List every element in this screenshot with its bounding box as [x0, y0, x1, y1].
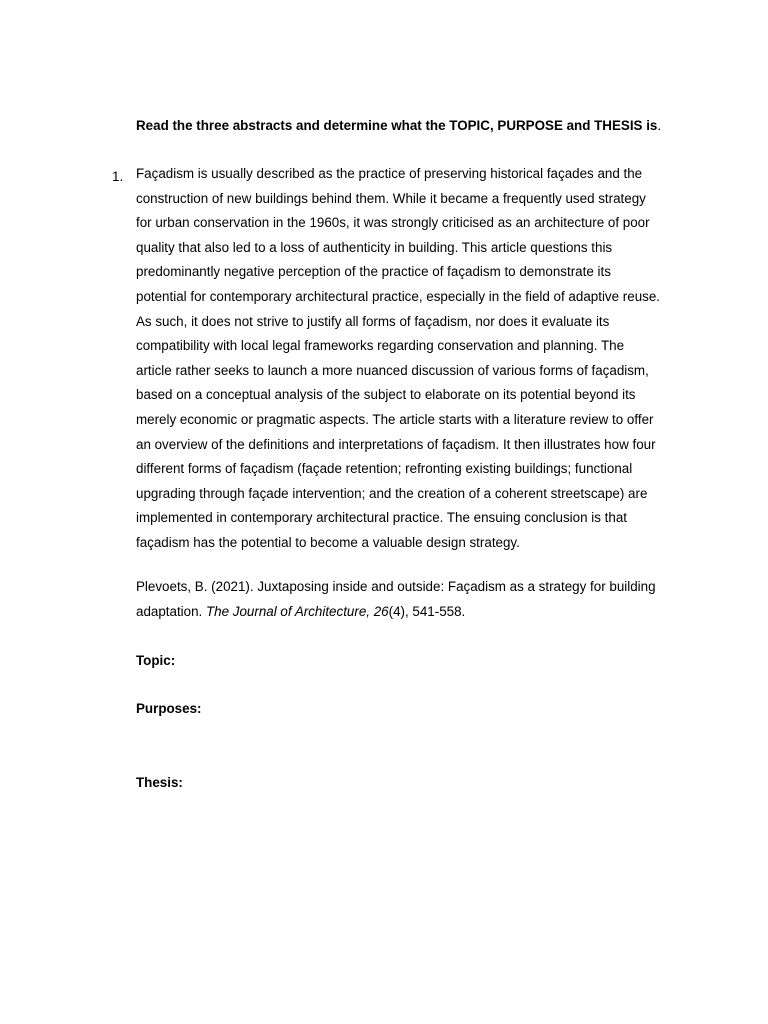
- abstract-line: quality that also led to a loss of authenticity in building. This article questions this: [136, 239, 613, 255]
- abstract-line: upgrading through façade intervention; and the creation of a coherent streetscape) are: [136, 485, 648, 501]
- citation-issue: (4), 541-558.: [388, 603, 466, 619]
- abstract-line: potential for contemporary architectural practice, especially in the field of adaptive reuse.: [136, 288, 661, 304]
- abstract-line: compatibility with local legal frameworks regarding conservation and planning. The: [136, 338, 625, 354]
- citation: [136, 575, 656, 624]
- abstract-line: for urban conservation in the 1960s, it was strongly criticised as an architecture of poor: [136, 215, 650, 231]
- abstract-line: As such, it does not strive to justify all forms of façadism, nor does it evaluate its: [136, 313, 610, 329]
- abstract-line: construction of new buildings behind them. While it became a frequently used strategy: [136, 190, 646, 206]
- abstract-line: Façadism is usually described as the practice of preserving historical façades and the: [136, 166, 643, 181]
- abstract-line: predominantly negative perception of the practice of façadism to demonstrate its: [136, 264, 611, 280]
- instruction-period: .: [657, 118, 662, 133]
- citation-line-2: [136, 600, 656, 625]
- abstract-line: an overview of the definitions and interpretations of façadism. It then illustrates how four: [136, 436, 656, 452]
- abstract-line: different forms of façadism (façade retention; refronting existing buildings; functional: [136, 461, 633, 477]
- abstract-line: article rather seeks to launch a more nuanced discussion of various forms of façadism,: [136, 362, 649, 378]
- citation-prefix: adaptation.: [136, 603, 206, 619]
- instruction-heading: [136, 116, 661, 136]
- abstract-line: merely economic or pragmatic aspects. The article starts with a literature review to offer: [136, 411, 654, 427]
- thesis-label: Thesis:: [136, 775, 183, 790]
- abstract-line: implemented in contemporary architectural practice. The ensuing conclusion is that: [136, 510, 627, 526]
- list-number: 1.: [112, 169, 124, 184]
- abstract-line: façadism has the potential to become a valuable design strategy.: [136, 534, 520, 550]
- abstract-paragraph: [136, 162, 660, 556]
- abstract-line: based on a conceptual analysis of the subject to elaborate on its potential beyond its: [136, 387, 636, 403]
- instruction-text: Read the three abstracts and determine what the TOPIC, PURPOSE and THESIS is: [136, 118, 658, 133]
- topic-label: Topic:: [136, 653, 176, 668]
- purposes-label: Purposes:: [136, 701, 202, 716]
- citation-line-1: Plevoets, B. (2021). Juxtaposing inside and outside: Façadism as a strategy for building: [136, 579, 656, 594]
- citation-journal: The Journal of Architecture, 26: [206, 603, 389, 619]
